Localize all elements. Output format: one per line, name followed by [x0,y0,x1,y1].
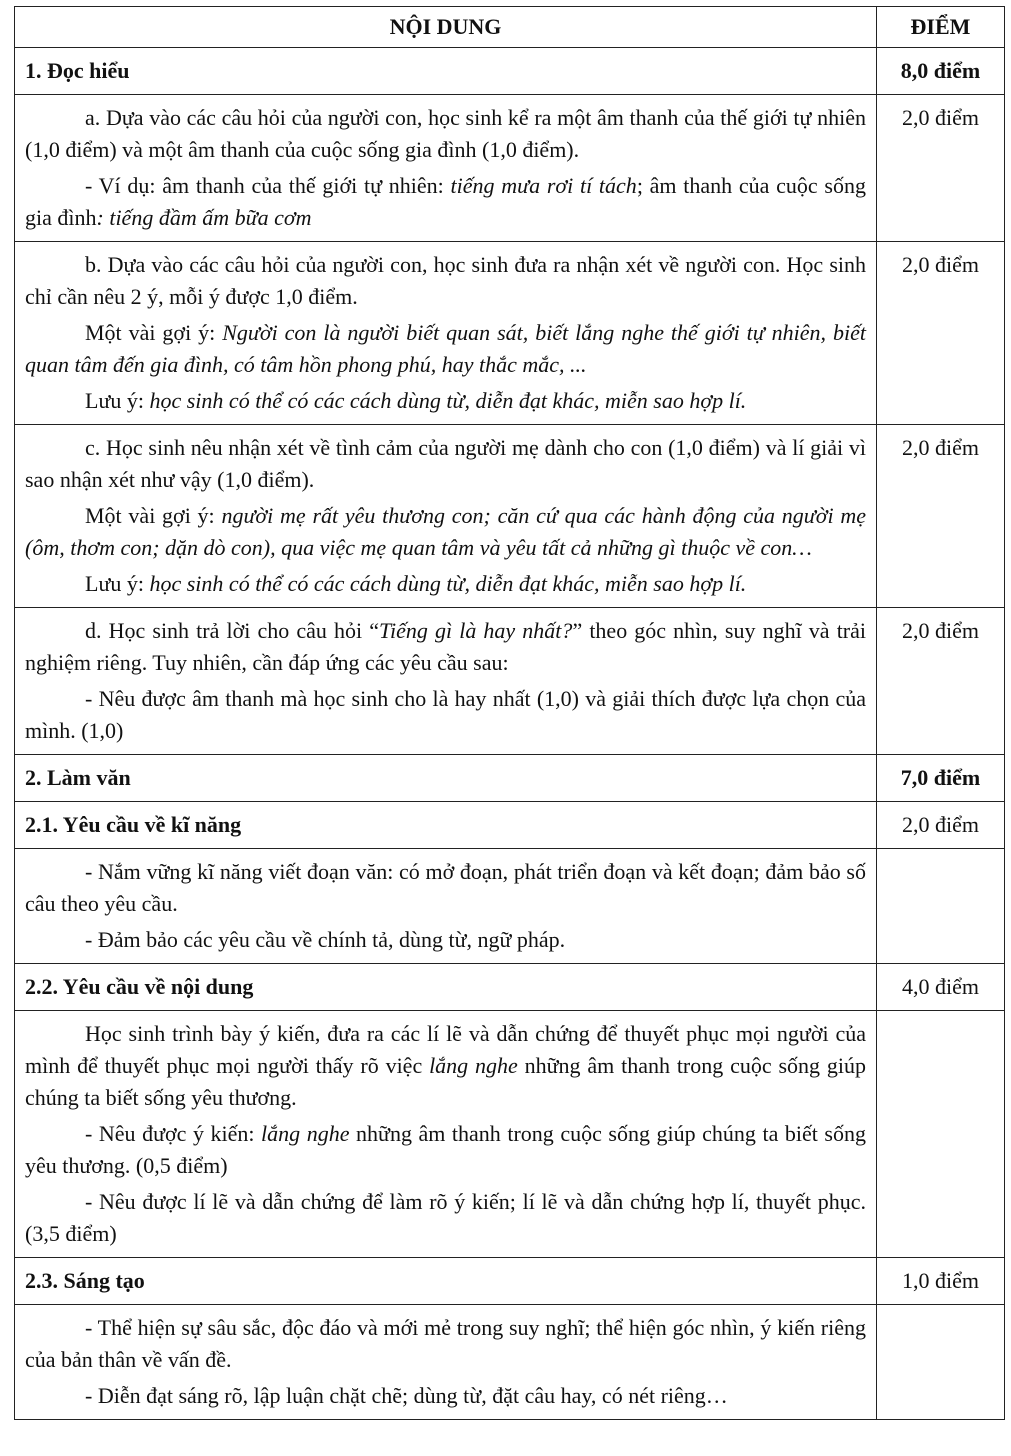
text: d. Học sinh trả lời cho câu hỏi “ [85,618,379,643]
question-b-row [15,242,1005,425]
text: - Ví dụ: âm thanh của thế giới tự nhiên: [85,173,451,198]
question-c-content [15,425,877,608]
section-2-title: 2. Làm văn [15,755,877,802]
italic-text: lắng nghe [429,1053,518,1078]
section-2-3-detail-score [877,1305,1005,1420]
text: Lưu ý: [85,571,150,596]
section-2-1-paragraph-2: - Đảm bảo các yêu cầu về chính tả, dùng từ, ngữ pháp. [85,927,566,952]
question-b-score: 2,0 điểm [877,242,1005,425]
question-a-content [15,95,877,242]
text: Lưu ý: [85,388,150,413]
italic-text: Tiếng gì là hay nhất? [378,618,573,643]
section-2-3-title: 2.3. Sáng tạo [15,1258,877,1305]
italic-text: học sinh có thể có các cách dùng từ, diễn đạt khác, miễn sao hợp lí. [149,571,747,596]
text: - Nêu được ý kiến: [85,1121,262,1146]
question-a-score: 2,0 điểm [877,95,1005,242]
section-2-score: 7,0 điểm [877,755,1005,802]
question-c-note [25,568,866,600]
section-2-1-detail-row [15,849,1005,964]
section-2-2-content [15,1011,877,1258]
question-a-paragraph-2 [25,170,866,234]
italic-text: : tiếng đầm ấm bữa cơm [96,205,312,230]
question-b-note [25,385,866,417]
text: Một vài gợi ý: [85,320,223,345]
scoring-table [14,6,1005,1420]
header-row [15,7,1005,48]
section-2-1-paragraph-1: - Nắm vững kĩ năng viết đoạn văn: có mở đoạn, phát triển đoạn và kết đoạn; đảm bảo số câu theo yêu cầu. [25,859,866,916]
section-2-2-score: 4,0 điểm [877,964,1005,1011]
question-d-paragraph-1 [25,615,866,679]
section-2-2-detail-score [877,1011,1005,1258]
text: ; âm thanh của cuộc sống gia đình [25,173,866,230]
section-2-3-content [15,1305,877,1420]
section-2-1-title: 2.1. Yêu cầu về kĩ năng [15,802,877,849]
question-c-paragraph-1: c. Học sinh nêu nhận xét về tình cảm của người mẹ dành cho con (1,0 điểm) và lí giải vì sao nhận xét như vậy (1,0 điểm). [25,435,866,492]
question-c-paragraph-2 [25,500,866,564]
section-1-score: 8,0 điểm [877,48,1005,95]
question-a-paragraph-1: a. Dựa vào các câu hỏi của người con, học sinh kể ra một âm thanh của thế giới tự nhiên (1,0 điểm) và một âm thanh của cuộc sống gia đình (1,0 điểm). [25,105,866,162]
text: ” theo góc nhìn, suy nghĩ và trải nghiệm riêng. Tuy nhiên, cần đáp ứng các yêu cầu sau: [25,618,867,675]
question-d-row [15,608,1005,755]
section-2-3-score: 1,0 điểm [877,1258,1005,1305]
header-content: NỘI DUNG [15,7,877,48]
question-c-score: 2,0 điểm [877,425,1005,608]
text: những âm thanh trong cuộc sống giúp chúng ta biết sống yêu thương. (0,5 điểm) [25,1121,866,1178]
header-score: ĐIỂM [877,7,1005,48]
section-2-2-detail-row [15,1011,1005,1258]
section-2-1-row [15,802,1005,849]
italic-text: người mẹ rất yêu thương con; căn cứ qua các hành động của người mẹ (ôm, thơm con; dặn dò con), qua việc mẹ quan tâm và yêu tất cả những gì thuộc về con… [25,503,866,560]
section-2-2-row [15,964,1005,1011]
section-2-1-detail-score [877,849,1005,964]
italic-text: tiếng mưa rơi tí tách [450,173,637,198]
section-2-2-paragraph-1 [25,1018,866,1114]
question-b-paragraph-2 [25,317,866,381]
section-2-2-paragraph-2 [25,1118,866,1182]
section-2-row [15,755,1005,802]
question-b-paragraph-1: b. Dựa vào các câu hỏi của người con, học sinh đưa ra nhận xét về người con. Học sinh chỉ cần nêu 2 ý, mỗi ý được 1,0 điểm. [25,252,866,309]
section-2-1-score: 2,0 điểm [877,802,1005,849]
section-2-2-title: 2.2. Yêu cầu về nội dung [15,964,877,1011]
section-2-3-paragraph-2: - Diễn đạt sáng rõ, lập luận chặt chẽ; dùng từ, đặt câu hay, có nét riêng… [85,1383,728,1408]
text: Một vài gợi ý: [85,503,222,528]
scoring-guide [14,6,1004,1420]
italic-text: lắng nghe [261,1121,350,1146]
question-d-paragraph-2: - Nêu được âm thanh mà học sinh cho là hay nhất (1,0) và giải thích được lựa chọn của mình. (1,0) [25,686,866,743]
section-2-3-row [15,1258,1005,1305]
section-2-1-content [15,849,877,964]
text: những âm thanh trong cuộc sống giúp chúng ta biết sống yêu thương. [25,1053,866,1110]
section-2-2-paragraph-3: - Nêu được lí lẽ và dẫn chứng để làm rõ ý kiến; lí lẽ và dẫn chứng hợp lí, thuyết phục. (3,5 điểm) [25,1189,866,1246]
section-1-row [15,48,1005,95]
section-2-3-detail-row [15,1305,1005,1420]
question-b-content [15,242,877,425]
italic-text: học sinh có thể có các cách dùng từ, diễn đạt khác, miễn sao hợp lí. [149,388,747,413]
italic-text: Người con là người biết quan sát, biết lắng nghe thế giới tự nhiên, biết quan tâm đến gia đình, có tâm hồn phong phú, hay thắc mắc, ... [25,320,866,377]
section-1-title: 1. Đọc hiểu [15,48,877,95]
question-d-content [15,608,877,755]
question-a-row [15,95,1005,242]
text: Học sinh trình bày ý kiến, đưa ra các lí lẽ và dẫn chứng để thuyết phục mọi người của mình để thuyết phục mọi người thấy rõ việc [25,1021,866,1078]
question-c-row [15,425,1005,608]
question-d-score: 2,0 điểm [877,608,1005,755]
section-2-3-paragraph-1: - Thể hiện sự sâu sắc, độc đáo và mới mẻ trong suy nghĩ; thể hiện góc nhìn, ý kiến riêng của bản thân về vấn đề. [25,1315,866,1372]
